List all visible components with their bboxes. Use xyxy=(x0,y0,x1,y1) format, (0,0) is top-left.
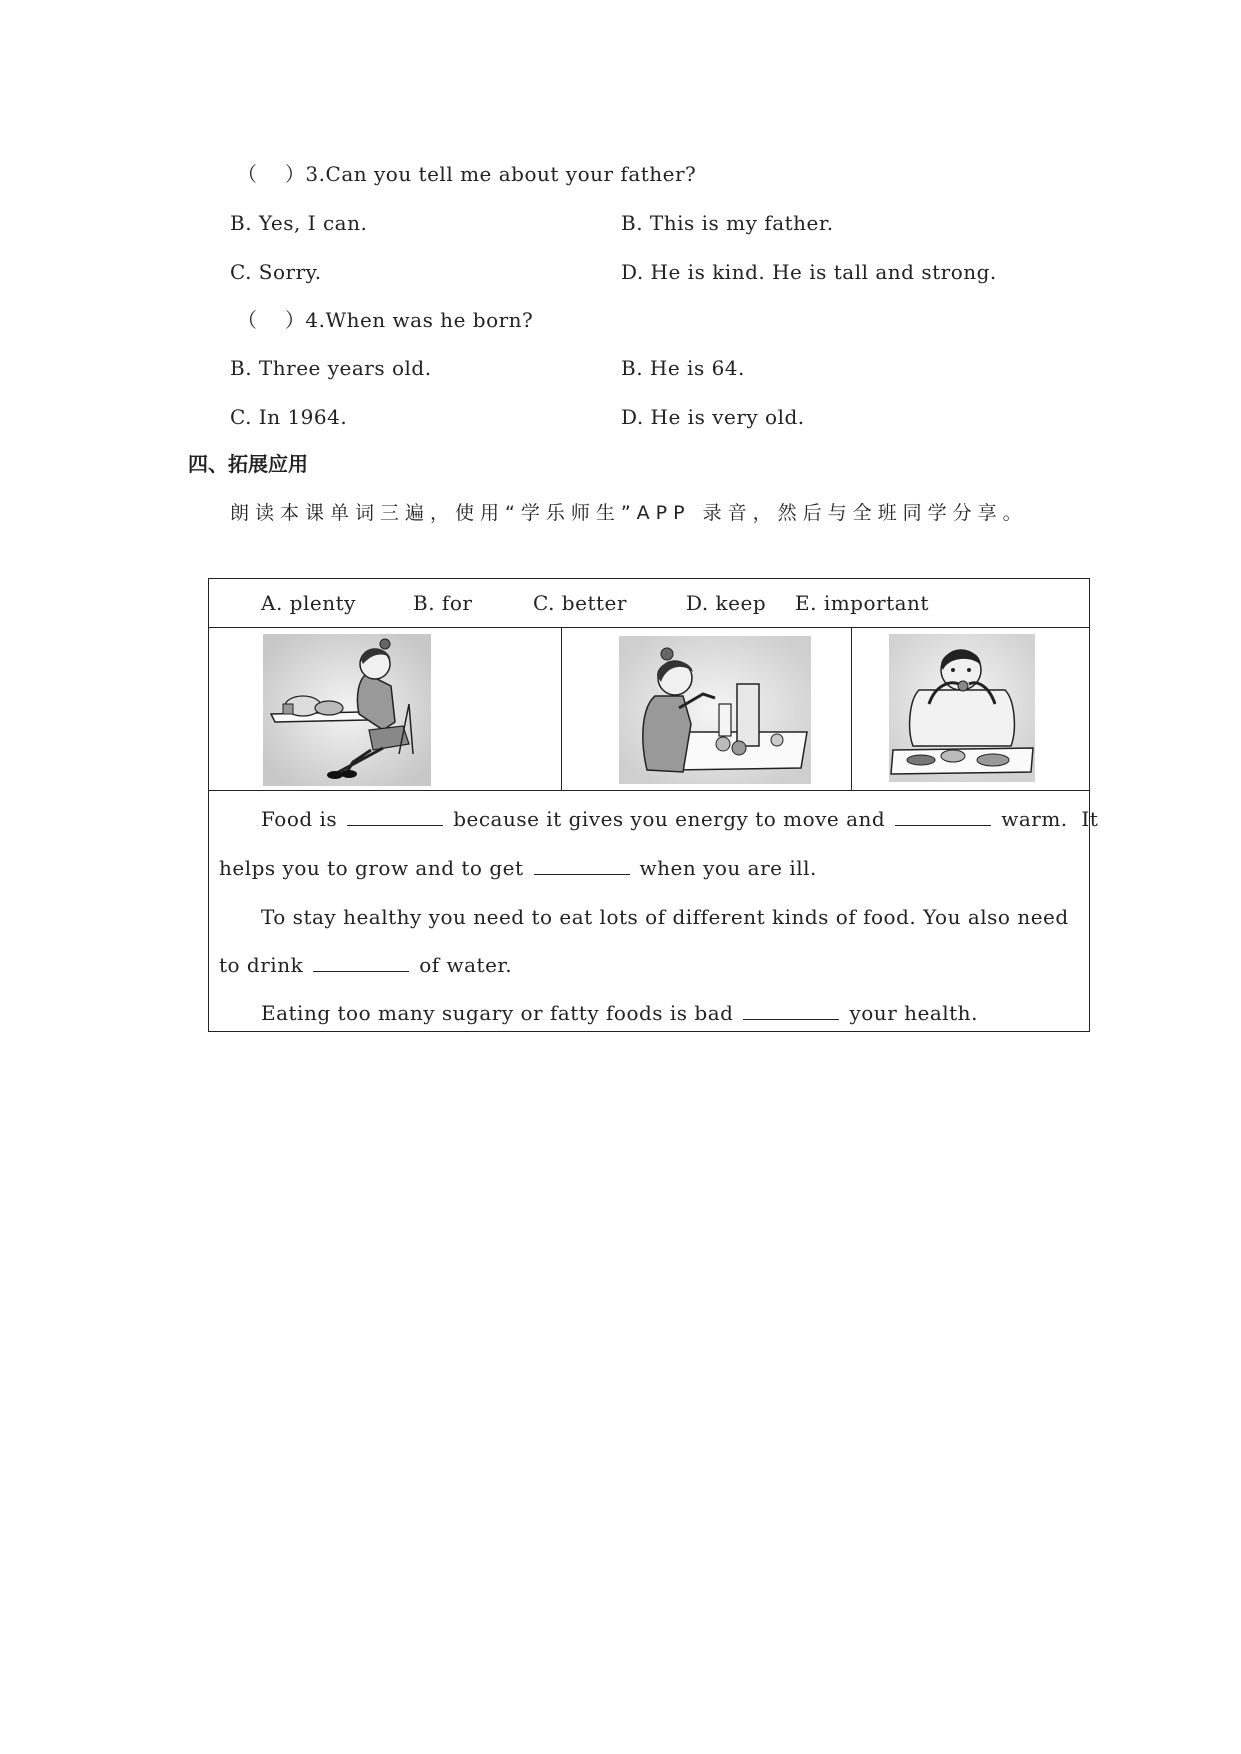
question-3-option-b1: B. Yes, I can. xyxy=(230,211,368,235)
passage-text: to drink xyxy=(219,953,304,977)
passage-text: helps you to grow and to get xyxy=(219,856,524,880)
answer-blank[interactable] xyxy=(347,807,443,826)
answer-blank[interactable] xyxy=(313,953,409,972)
passage-line-5 xyxy=(261,1001,978,1025)
question-3-stem: （ ）3.Can you tell me about your father? xyxy=(237,162,697,186)
section-heading: 四、拓展应用 xyxy=(188,452,308,476)
section-instruction: 朗读本课单词三遍，使用“学乐师生”APP 录音，然后与全班同学分享。 xyxy=(230,502,1028,524)
passage-text: warm. It xyxy=(1001,807,1099,831)
question-4-option-b1: B. Three years old. xyxy=(230,356,432,380)
passage-line-3: To stay healthy you need to eat lots of different kinds of food. You also need xyxy=(261,905,1069,929)
question-4-option-c: C. In 1964. xyxy=(230,405,348,429)
girl-eating-icon xyxy=(263,634,431,786)
word-option-b: B. for xyxy=(413,591,473,615)
man-eating-icon xyxy=(889,634,1035,782)
cell-divider xyxy=(561,628,562,790)
passage-line-4 xyxy=(219,953,512,977)
word-option-d: D. keep xyxy=(686,591,767,615)
exercise-table xyxy=(208,578,1099,1032)
cell-divider xyxy=(851,628,852,790)
passage-text: when you are ill. xyxy=(639,856,817,880)
girl-drinking-icon xyxy=(619,636,811,784)
passage-text: your health. xyxy=(849,1001,978,1025)
answer-blank[interactable] xyxy=(743,1001,839,1020)
question-3-option-c: C. Sorry. xyxy=(230,260,322,284)
passage-line-1 xyxy=(261,807,1098,831)
question-4-stem: （ ）4.When was he born? xyxy=(237,308,534,332)
word-option-e: E. important xyxy=(795,591,929,615)
answer-blank[interactable] xyxy=(895,807,991,826)
passage-line-2 xyxy=(219,856,817,880)
pictures-row xyxy=(209,628,1089,791)
passage-text: of water. xyxy=(419,953,513,977)
question-4-option-b2: B. He is 64. xyxy=(621,356,745,380)
question-4-option-d: D. He is very old. xyxy=(621,405,805,429)
question-3-option-d: D. He is kind. He is tall and strong. xyxy=(621,260,997,284)
word-option-c: C. better xyxy=(533,591,627,615)
answer-blank[interactable] xyxy=(534,856,630,875)
passage-text: Eating too many sugary or fatty foods is bad xyxy=(261,1001,734,1025)
word-bank-row xyxy=(209,579,1089,628)
word-option-a: A. plenty xyxy=(261,591,356,615)
passage-text: Food is xyxy=(261,807,338,831)
question-3-option-b2: B. This is my father. xyxy=(621,211,834,235)
passage-text: because it gives you energy to move and xyxy=(453,807,886,831)
